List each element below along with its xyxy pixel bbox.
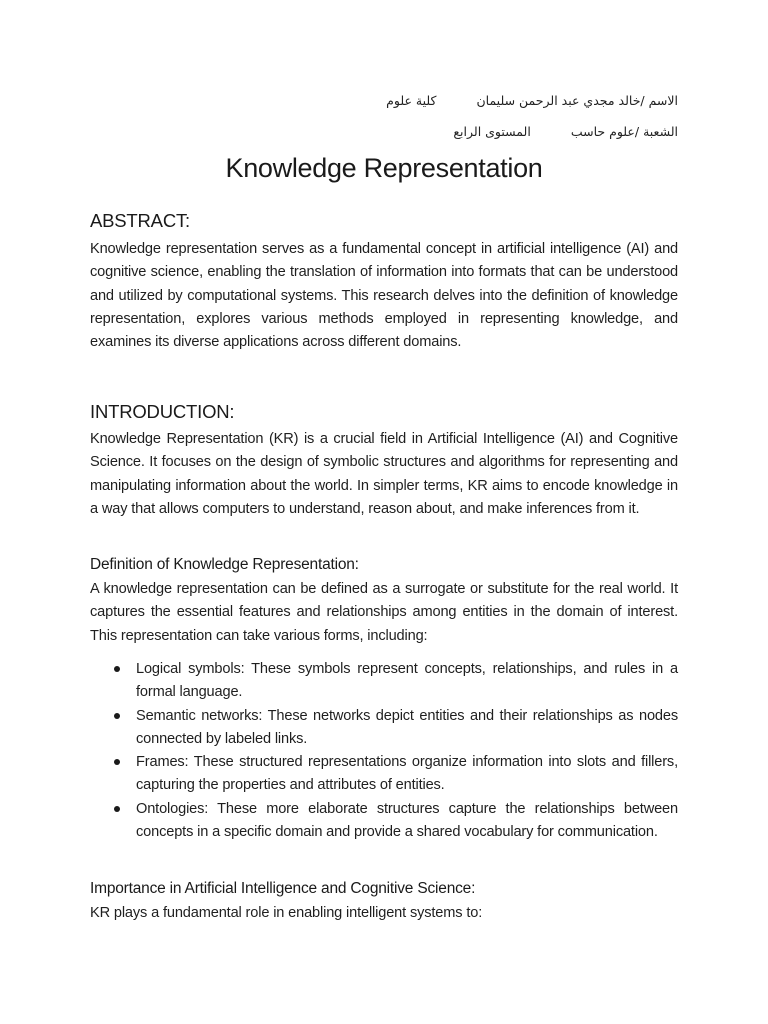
arabic-header-line-1: [386, 93, 678, 108]
list-item: Frames: These structured representations organize information into slots and fillers, capturing the properties and attributes of entities.: [90, 751, 678, 798]
department-name: الشعبة /علوم حاسب: [570, 124, 678, 139]
importance-heading: Importance in Artificial Intelligence and Cognitive Science:: [90, 880, 476, 897]
definition-heading: Definition of Knowledge Representation:: [90, 556, 359, 573]
faculty-name: كلية علوم: [386, 93, 437, 108]
arabic-header-line-2: [453, 124, 678, 139]
bullet-icon: [114, 759, 120, 765]
introduction-heading: INTRODUCTION:: [90, 401, 235, 422]
bullet-icon: [114, 666, 120, 672]
student-name: الاسم /خالد مجدي عبد الرحمن سليمان: [476, 93, 678, 108]
abstract-text: Knowledge representation serves as a fundamental concept in artificial intelligence (AI) and cognitive science, enabling the translation of information into formats that can be understood and utilized by computational systems. This research delves into the definition of knowledge representation, explores various methods employed in representing knowledge, and examines its diverse applications across different domains.: [90, 241, 678, 351]
list-item: Logical symbols: These symbols represent concepts, relationships, and rules in a formal language.: [90, 658, 678, 705]
bullet-icon: [114, 713, 120, 719]
document-title: Knowledge Representation: [225, 153, 543, 183]
introduction-text: Knowledge Representation (KR) is a crucial field in Artificial Intelligence (AI) and Cognitive Science. It focuses on the design of symbolic structures and algorithms for representing and manipulating information about the world. In simpler terms, KR aims to encode knowledge in a way that allows computers to understand, reason about, and make inferences from it.: [90, 431, 678, 517]
abstract-heading: ABSTRACT:: [90, 210, 190, 231]
bullet-icon: [114, 806, 120, 812]
definition-text: A knowledge representation can be defined as a surrogate or substitute for the real world. It captures the essential features and relationships among entities in the domain of interest. This representation can take various forms, including:: [90, 581, 678, 644]
level-name: المستوى الرابع: [453, 124, 531, 139]
list-item: Semantic networks: These networks depict entities and their relationships as nodes connected by labeled links.: [90, 705, 678, 752]
representation-forms-list: [90, 658, 678, 844]
list-item: Ontologies: These more elaborate structures capture the relationships between concepts in a specific domain and provide a shared vocabulary for communication.: [90, 798, 678, 845]
importance-text: KR plays a fundamental role in enabling intelligent systems to:: [90, 905, 483, 921]
